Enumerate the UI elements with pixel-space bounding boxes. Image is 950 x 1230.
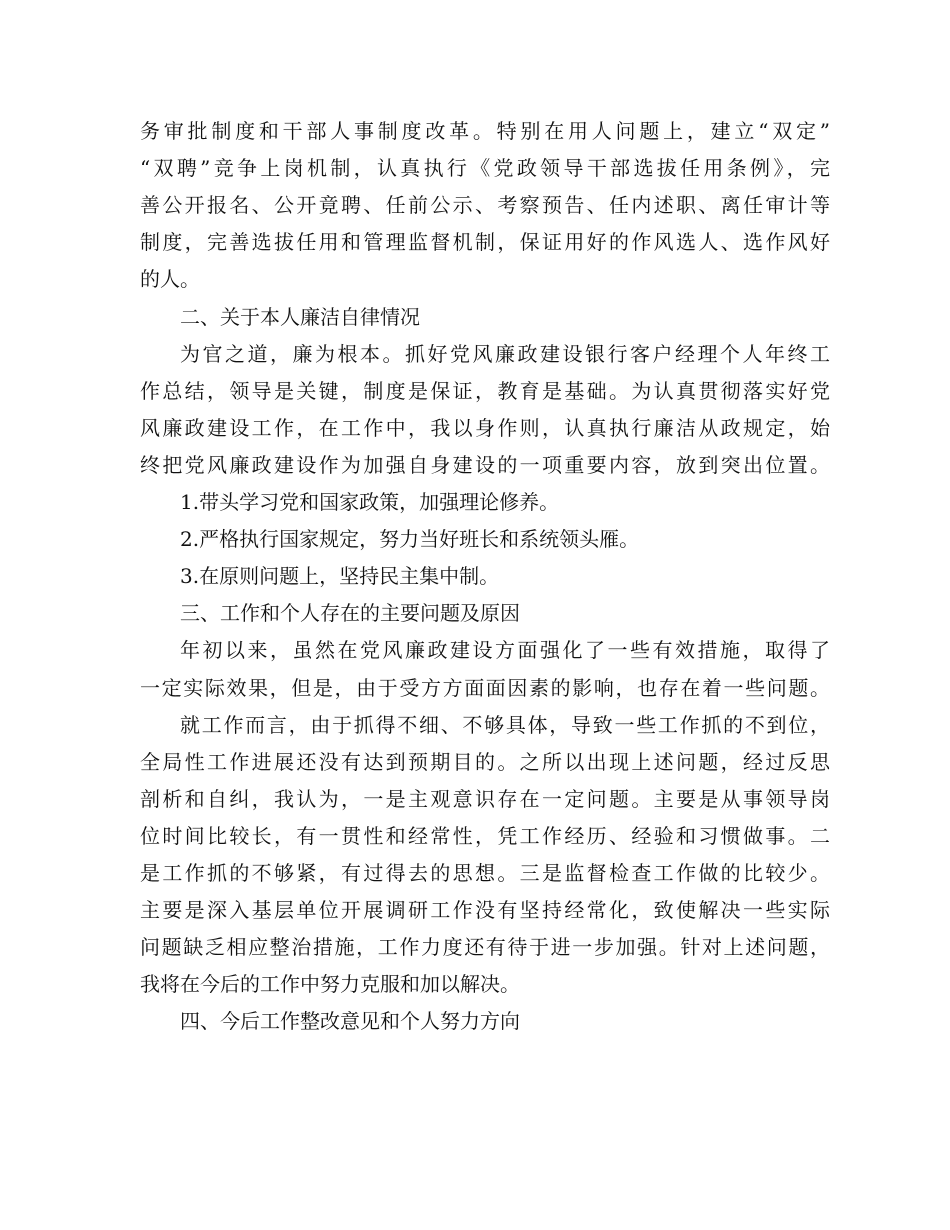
text-line: 三、工作和个人存在的主要问题及原因 [180,601,520,626]
text-line: 是工作抓的不够紧，有过得去的思想。三是监督检查工作做的比较少。 [140,861,830,885]
text-line: 年初以来，虽然在党风廉政建设方面强化了一些有效措施，取得了 [180,638,830,663]
text-line: 善公开报名、公开竟聘、任前公示、考察预告、任内述职、离任审计等 [140,193,830,218]
text-line: 务审批制度和干部人事制度改革。特别在用人问题上，建立“双定” [140,119,830,143]
text-line: 为官之道，廉为根本。抓好党风廉政建设银行客户经理个人年终工 [180,341,830,366]
text-line: 终把党风廉政建设作为加强自身建设的一项重要内容，放到突出位置。 [140,452,830,477]
text-line: 的人。 [140,267,200,292]
text-line: 二、关于本人廉洁自律情况 [180,304,420,329]
text-line: 主要是深入基层单位开展调研工作没有坚持经常化，致使解决一些实际 [140,898,830,923]
text-line: 我将在今后的工作中努力克服和加以解决。 [140,972,520,997]
text-line: 一定实际效果，但是，由于受方方面面因素的影响，也存在着一些问题。 [140,675,830,700]
text-line: 问题缺乏相应整治措施，工作力度还有待于进一步加强。针对上述问题， [140,935,830,960]
text-line: “双聘”竞争上岗机制，认真执行《党政领导干部选拔任用条例》，完 [140,156,830,181]
text-line: 全局性工作进展还没有达到预期目的。之所以出现上述问题，经过反思 [140,749,830,774]
text-line: 风廉政建设工作，在工作中，我以身作则，认真执行廉洁从政规定，始 [140,415,830,440]
text-line: 位时间比较长，有一贯性和经常性，凭工作经历、经验和习惯做事。二 [140,823,830,848]
text-line: 作总结，领导是关键，制度是保证，教育是基础。为认真贯彻落实好党 [140,378,830,403]
text-line: 3.在原则问题上，坚持民主集中制。 [180,564,500,589]
text-line: 就工作而言，由于抓得不细、不够具体，导致一些工作抓的不到位， [180,712,830,737]
text-line: 1.带头学习党和国家政策，加强理论修养。 [180,490,560,514]
text-line: 制度，完善选拔任用和管理监督机制，保证用好的作风选人、选作风好 [140,230,830,255]
text-line: 剖析和自纠，我认为，一是主观意识存在一定问题。主要是从事领导岗 [140,786,830,811]
text-line: 2.严格执行国家规定，努力当好班长和系统领头雁。 [180,527,640,552]
text-line: 四、今后工作整改意见和个人努力方向 [180,1009,520,1034]
